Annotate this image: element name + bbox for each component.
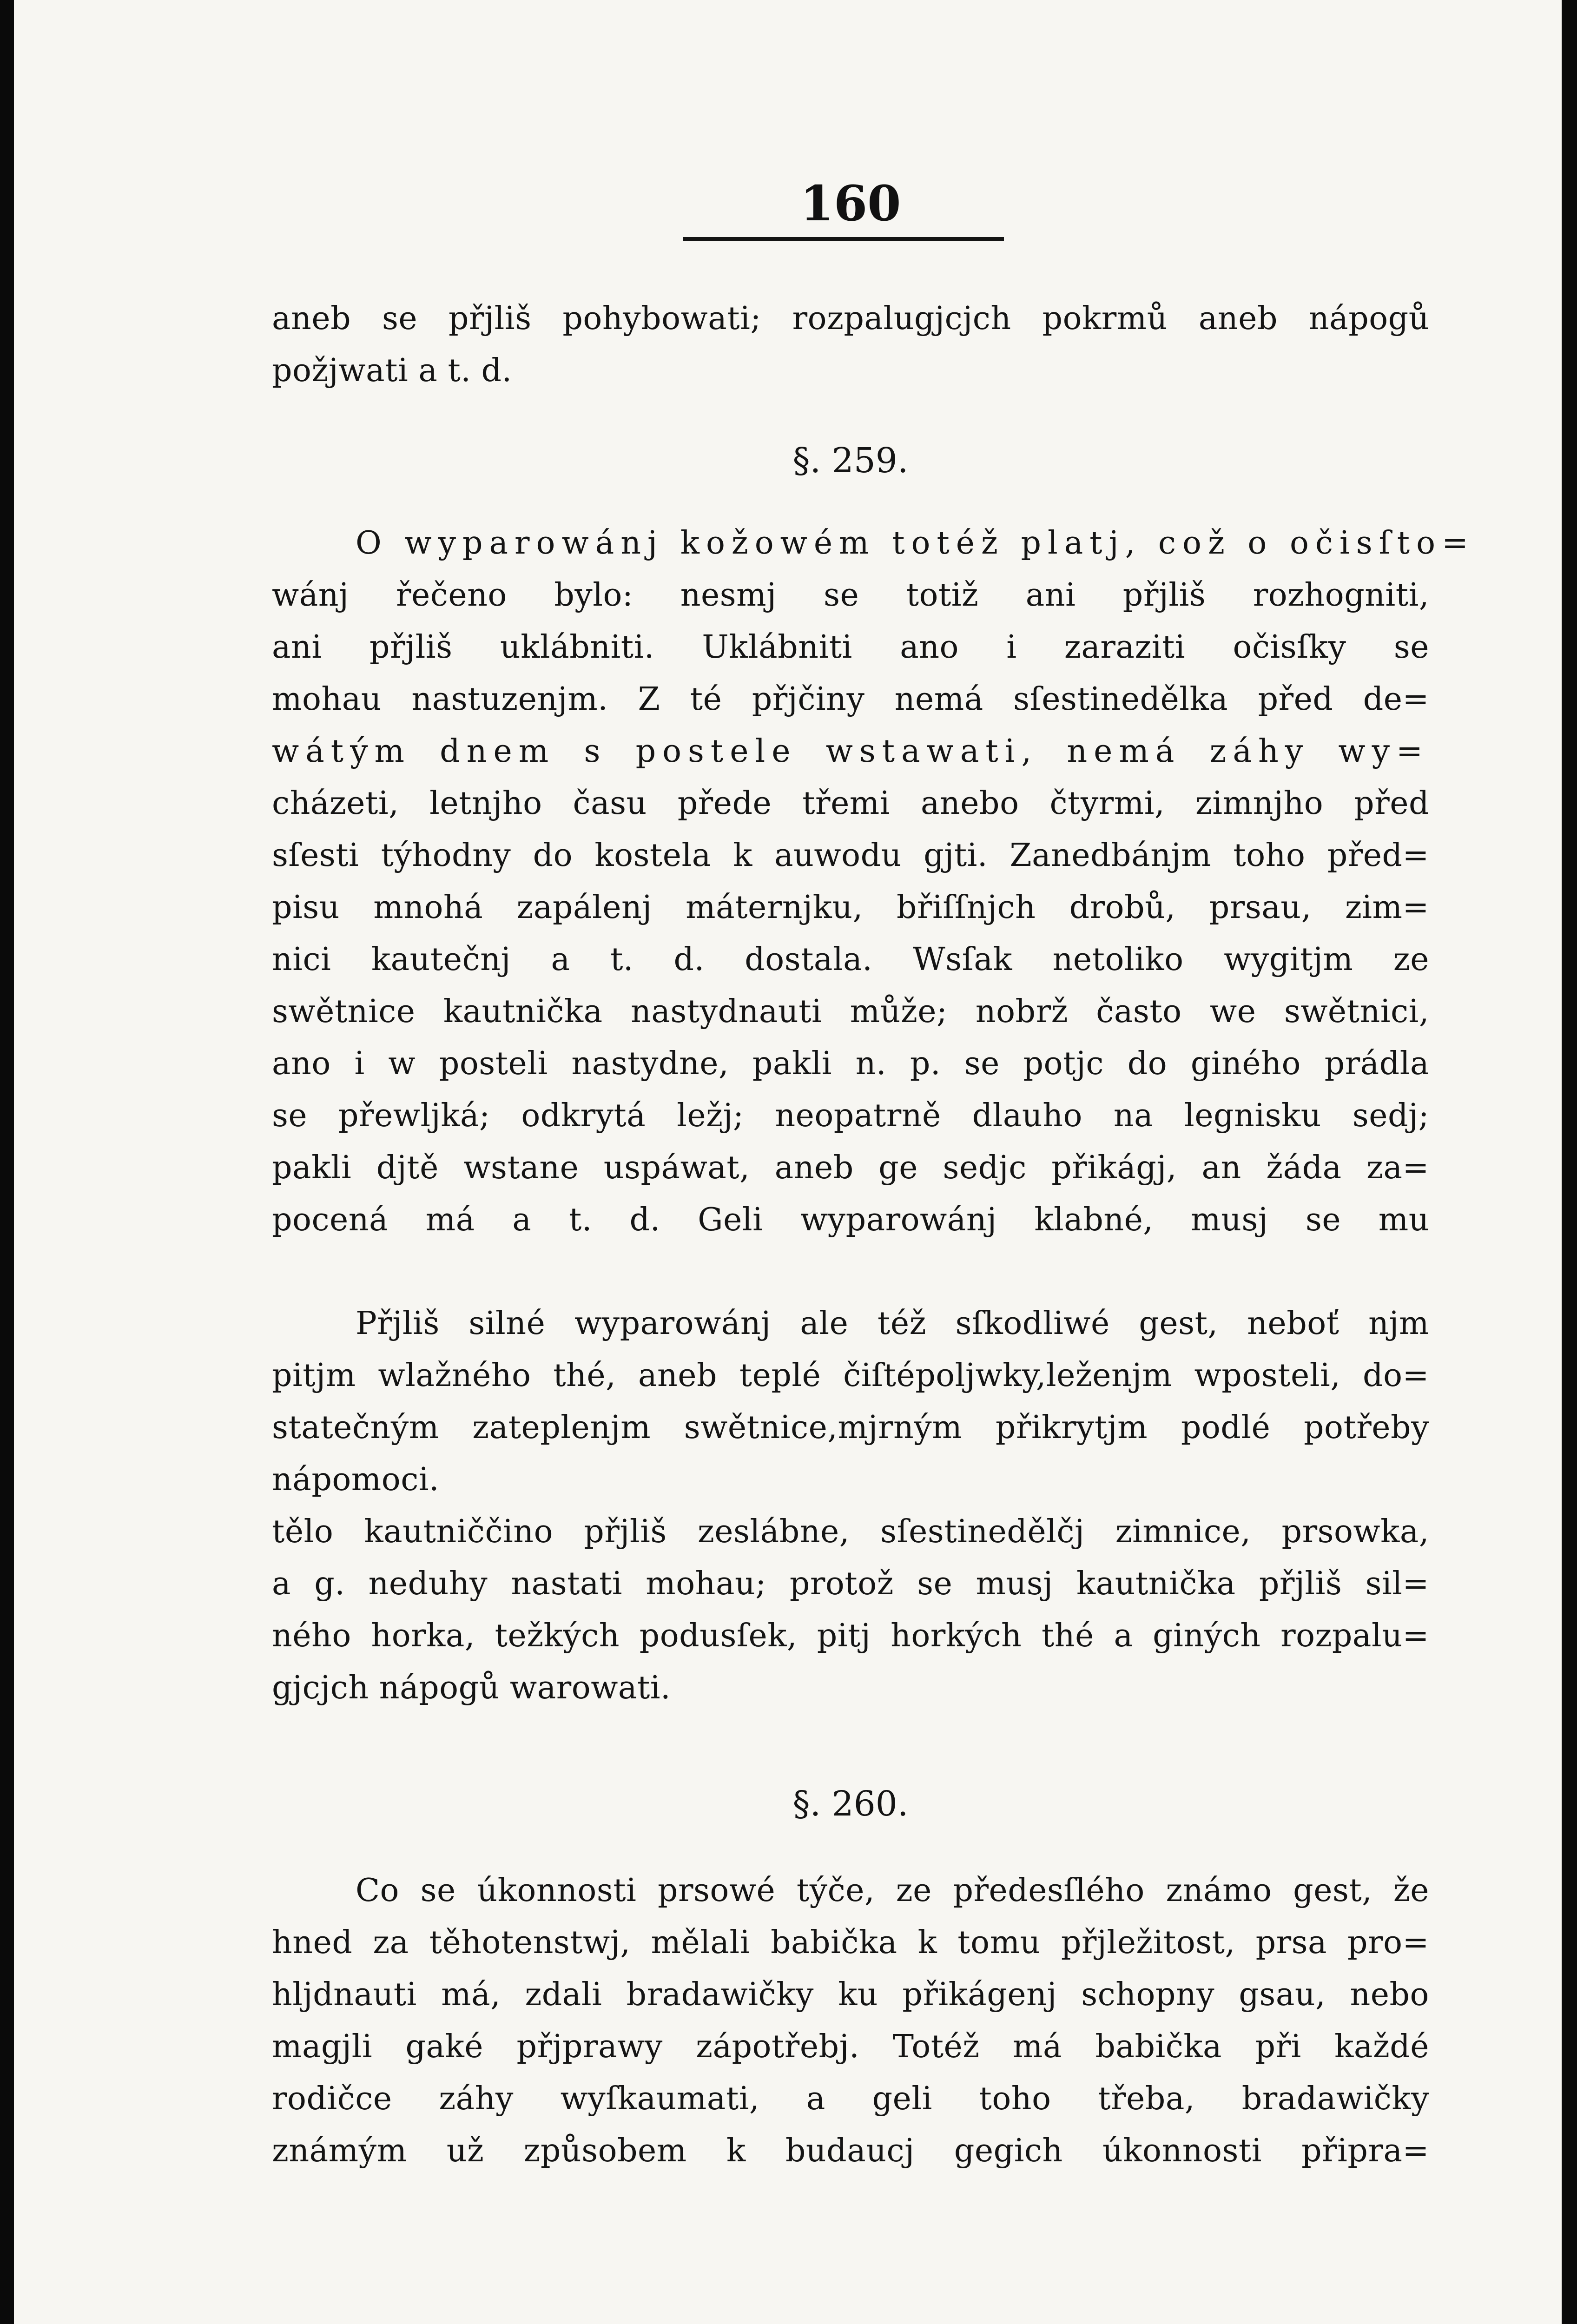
text-line: hned za těhotenstwj, mělali babička k tomu přjležitost, prsa pro=	[272, 1924, 1429, 1961]
text-line: wátým dnem s postele wstawati, nemá záhy wy=	[272, 733, 1429, 770]
text-line: požjwati a t. d.	[272, 352, 512, 389]
text-line: rodičce záhy wyſkaumati, a geli toho třeba, bradawičky	[272, 2080, 1429, 2117]
text-line: magjli gaké přjprawy zápotřebj. Totéž má babička při každé	[272, 2028, 1429, 2065]
header-rule	[683, 237, 1004, 241]
text-line: a g. neduhy nastati mohau; protož se musj kautnička přjliš sil=	[272, 1565, 1429, 1602]
text-line: pitjm wlažného thé, aneb teplé čiſtépoljwky,leženjm wposteli, do=	[272, 1357, 1429, 1394]
section-heading-260: §. 260.	[792, 1784, 909, 1824]
text-line: známým už způsobem k budaucj gegich úkonnosti připra=	[272, 2133, 1429, 2169]
page-number: 160	[800, 175, 901, 232]
text-line: pakli djtě wstane uspáwat, aneb ge sedjc přikágj, an žáda za=	[272, 1149, 1429, 1186]
section-heading-259: §. 259.	[792, 441, 909, 481]
text-line: Co se úkonnosti prsowé týče, ze předesſlého známo gest, že	[356, 1872, 1429, 1909]
text-line: pisu mnohá zapálenj máternjku, břiſſnjch drobů, prsau, zim=	[272, 889, 1429, 926]
text-line: hljdnauti má, zdali bradawičky ku přikágenj schopny gsau, nebo	[272, 1976, 1429, 2013]
text-line: aneb se přjliš pohybowati; rozpalugjcjch pokrmů aneb nápogů	[272, 300, 1429, 337]
text-line: mohau nastuzenjm. Z té přjčiny nemá sſestinedělka před de=	[272, 681, 1429, 718]
text-line: O wyparowánj kožowém totéž platj, což o očisſto=	[356, 525, 1475, 561]
text-line: ani přjliš uklábniti. Uklábniti ano i zaraziti očisſky se	[272, 629, 1429, 666]
text-line: cházeti, letnjho času přede třemi anebo čtyrmi, zimnjho před	[272, 785, 1429, 822]
text-line: sſesti týhodny do kostela k auwodu gjti. Zanedbánjm toho před=	[272, 837, 1429, 874]
text-line: nápomoci.	[272, 1461, 440, 1498]
text-line: ano i w posteli nastydne, pakli n. p. se potjc do giného prádla	[272, 1045, 1429, 1082]
text-line: gjcjch nápogů warowati.	[272, 1670, 671, 1706]
text-line: wánj řečeno bylo: nesmj se totiž ani přjliš rozhogniti,	[272, 577, 1429, 614]
text-line: swětnice kautnička nastydnauti může; nobrž často we swětnici,	[272, 993, 1429, 1030]
book-page	[14, 0, 1562, 2324]
text-line: ného horka, težkých podusſek, pitj horkých thé a giných rozpalu=	[272, 1618, 1429, 1654]
text-line: pocená má a t. d. Geli wyparowánj klabné, musj se mu	[272, 1202, 1429, 1238]
text-line: Přjliš silné wyparowánj ale též sſkodliwé gest, neboť njm	[356, 1305, 1429, 1342]
text-line: statečným zateplenjm swětnice,mjrným přikrytjm podlé potřeby	[272, 1409, 1429, 1446]
text-line: tělo kautniččino přjliš zeslábne, sſestinedělčj zimnice, prsowka,	[272, 1513, 1429, 1550]
text-line: se přewljká; odkrytá ležj; neopatrně dlauho na legnisku sedj;	[272, 1097, 1429, 1134]
text-line: nici kautečnj a t. d. dostala. Wsſak netoliko wygitjm ze	[272, 941, 1429, 978]
